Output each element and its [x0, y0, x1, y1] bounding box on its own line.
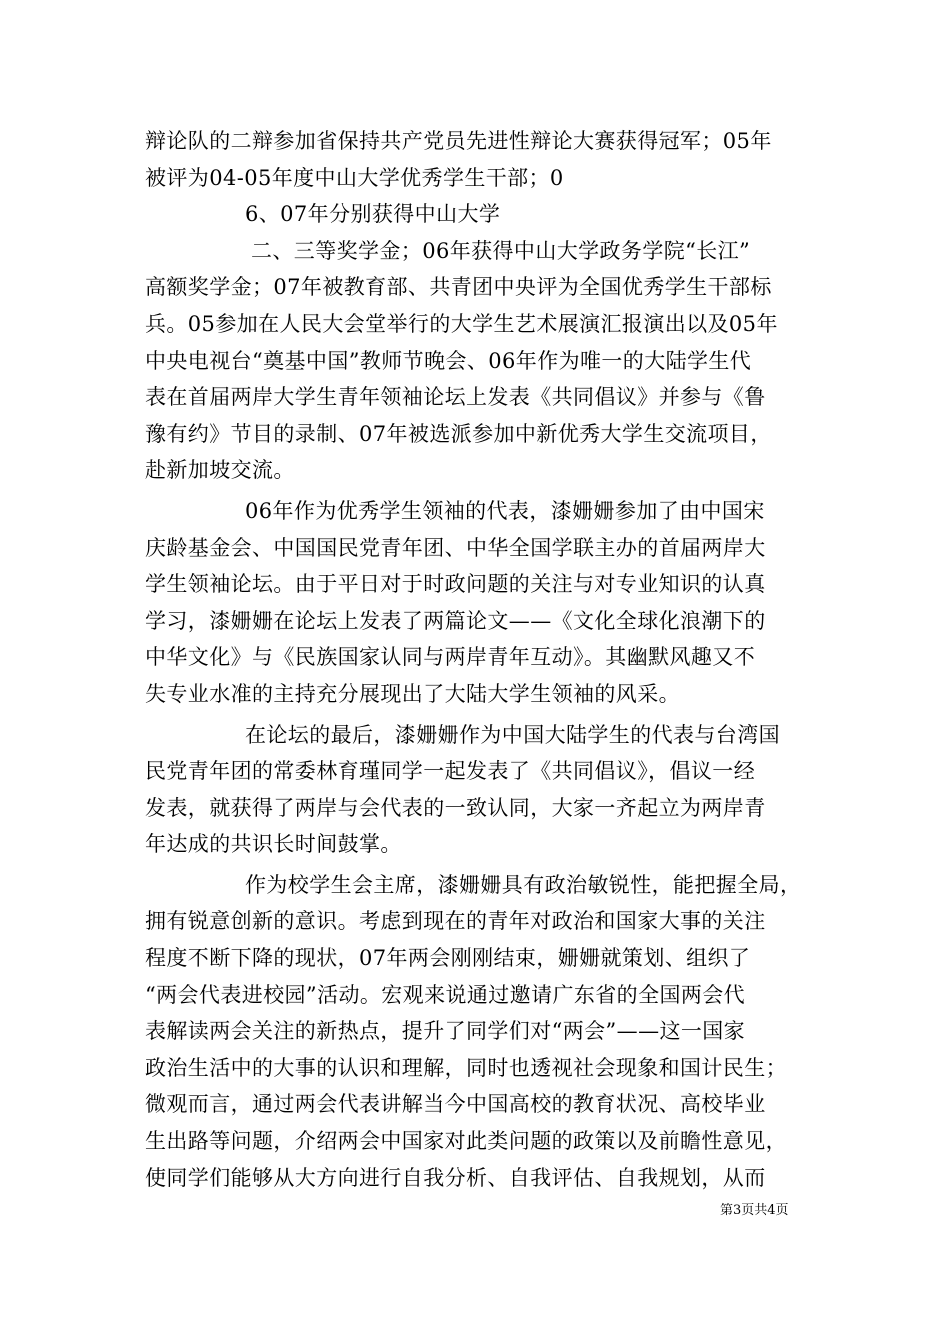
- text-line-28: 生出路等问题，介绍两会中国家对此类问题的政策以及前瞻性意见，: [145, 1129, 787, 1154]
- text-line-19: 发表，就获得了两岸与会代表的一致认同，大家一齐起立为两岸青: [145, 795, 766, 820]
- text-line-8: 表在首届两岸大学生青年领袖论坛上发表《共同倡议》并参与《鲁: [145, 385, 766, 410]
- text-line-23: 程度不断下降的现状，07年两会刚刚结束，姗姗就策划、组织了: [145, 946, 751, 971]
- document-body: [145, 123, 815, 1196]
- text-line-10: 赴新加坡交流。: [145, 458, 295, 483]
- text-line-12: 庆龄基金会、中国国民党青年团、中华全国学联主办的首届两岸大: [145, 535, 766, 560]
- text-line-20: 年达成的共识长时间鼓掌。: [145, 832, 402, 857]
- text-line-6: 兵。05参加在人民大会堂举行的大学生艺术展演汇报演出以及05年: [145, 311, 778, 336]
- text-line-3: 6、07年分别获得中山大学: [245, 202, 501, 227]
- text-line-9: 豫有约》节目的录制、07年被选派参加中新优秀大学生交流项目，: [145, 421, 772, 446]
- text-line-25: 表解读两会关注的新热点，提升了同学们对“两会”——这一国家: [145, 1019, 746, 1044]
- text-line-16: 失专业水准的主持充分展现出了大陆大学生领袖的风采。: [145, 681, 680, 706]
- text-line-15: 中华文化》与《民族国家认同与两岸青年互动》。其幽默风趣又不: [145, 645, 756, 670]
- text-line-18: 民党青年团的常委林育瑾同学一起发表了《共同倡议》，倡议一经: [145, 759, 756, 784]
- text-line-26: 政治生活中的大事的认识和理解，同时也透视社会现象和国计民生；: [145, 1055, 787, 1080]
- text-line-14: 学习，漆姗姗在论坛上发表了两篇论文——《文化全球化浪潮下的: [145, 608, 766, 633]
- text-line-1: 辩论队的二辩参加省保持共产党员先进性辩论大赛获得冠军；05年: [145, 129, 772, 153]
- text-line-5: 高额奖学金；07年被教育部、共青团中央评为全国优秀学生干部标: [145, 275, 772, 300]
- text-line-2: 被评为04-05年度中山大学优秀学生干部；0: [145, 165, 564, 190]
- text-line-21: 作为校学生会主席，漆姗姗具有政治敏锐性，能把握全局，: [245, 872, 802, 897]
- page-number: 第3页共4页: [720, 1203, 789, 1218]
- text-line-7: 中央电视台“奠基中国”教师节晚会、06年作为唯一的大陆学生代: [145, 348, 752, 373]
- text-line-13: 学生领袖论坛。由于平日对于时政问题的关注与对专业知识的认真: [145, 572, 766, 597]
- text-line-27: 微观而言，通过两会代表讲解当今中国高校的教育状况、高校毕业: [145, 1092, 766, 1117]
- text-line-29: 使同学们能够从大方向进行自我分析、自我评估、自我规划，从而: [145, 1165, 766, 1190]
- text-line-4: 二、三等奖学金；06年获得中山大学政务学院“长江”: [251, 238, 751, 263]
- text-line-11: 06年作为优秀学生领袖的代表，漆姗姗参加了由中国宋: [245, 498, 765, 523]
- text-line-22: 拥有锐意创新的意识。考虑到现在的青年对政治和国家大事的关注: [145, 909, 766, 934]
- text-line-17: 在论坛的最后，漆姗姗作为中国大陆学生的代表与台湾国: [245, 722, 780, 747]
- text-line-24: “两会代表进校园”活动。宏观来说通过邀请广东省的全国两会代: [145, 982, 746, 1007]
